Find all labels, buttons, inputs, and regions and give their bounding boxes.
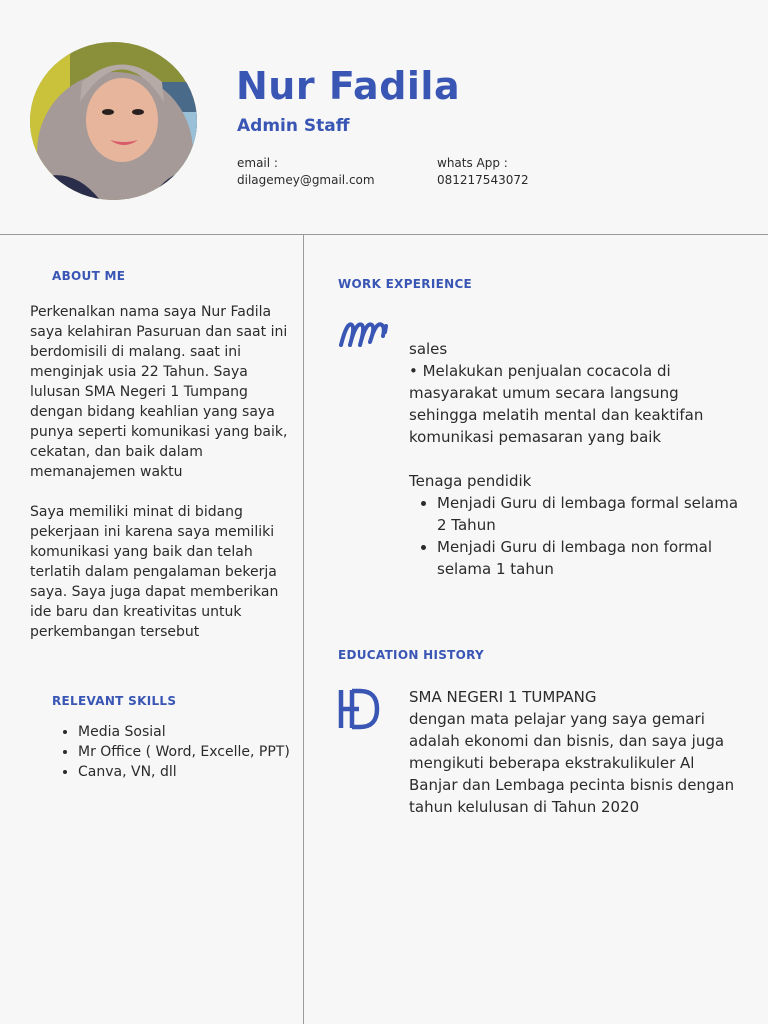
- vertical-divider: [303, 234, 304, 1024]
- job-duty-item: • Menjadi Guru di lembaga non formal selama 1 tahun: [437, 536, 739, 580]
- email-label: email :: [237, 156, 278, 170]
- work-title: WORK EXPERIENCE: [338, 277, 473, 291]
- skill-item: • Canva, VN, dll: [78, 762, 290, 782]
- whatsapp-block: [437, 155, 529, 189]
- about-title: ABOUT ME: [52, 269, 126, 283]
- education-description: dengan mata pelajar yang saya gemari adalah ekonomi dan bisnis, dan saya juga mengikuti beberapa ekstrakulikuler Al Banjar dan Lembaga pecinta bisnis dengan tahun kelulusan di Tahun 2020: [409, 710, 735, 816]
- about-paragraph: Perkenalkan nama saya Nur Fadila saya kelahiran Pasuruan dan saat ini berdomisili di malang. saat ini menginjak usia 22 Tahun. Saya lulusan SMA Negeri 1 Tumpang dengan bidang keahlian yang saya punya seperti komunikasi yang baik, cekatan, dan baik dalam memanajemen waktu: [30, 304, 288, 480]
- job-description: • Melakukan penjualan cocacola di masyarakat umum secara langsung sehingga melatih mental dan keaktifan komunikasi pemasaran yang baik: [409, 362, 704, 446]
- job-title: sales: [409, 340, 448, 358]
- job-duty-list: [437, 492, 739, 580]
- email-value[interactable]: dilagemey@gmail.com: [237, 173, 375, 187]
- whatsapp-label: whats App :: [437, 156, 508, 170]
- job-role: Admin Staff: [237, 116, 350, 136]
- skills-list: [60, 722, 290, 782]
- skill-item: • Mr Office ( Word, Excelle, PPT): [78, 742, 290, 762]
- profile-photo: [30, 42, 197, 200]
- school-name: SMA NEGERI 1 TUMPANG: [409, 688, 597, 706]
- hd-logo-icon: [338, 688, 380, 734]
- about-paragraph: Saya memiliki minat di bidang pekerjaan ini karena saya memiliki komunikasi yang baik dan telah terlatih dalam pengalaman bekerja saya. Saya juga dapat memberikan ide baru dan kreativitas untuk perkembangan tersebut: [30, 504, 279, 640]
- wave-logo-icon: [338, 318, 390, 352]
- horizontal-divider: [0, 234, 768, 235]
- skill-item: • Media Sosial: [78, 722, 290, 742]
- skills-title: RELEVANT SKILLS: [52, 694, 177, 708]
- about-text: [30, 302, 292, 662]
- candidate-name: Nur Fadila: [236, 64, 461, 108]
- work-content: [409, 338, 739, 580]
- job-duty-item: • Menjadi Guru di lembaga formal selama 2 Tahun: [437, 492, 739, 536]
- whatsapp-value[interactable]: 081217543072: [437, 173, 529, 187]
- education-title: EDUCATION HISTORY: [338, 648, 485, 662]
- education-content: [409, 686, 739, 818]
- email-block: [237, 155, 375, 189]
- job-title: Tenaga pendidik: [409, 472, 532, 490]
